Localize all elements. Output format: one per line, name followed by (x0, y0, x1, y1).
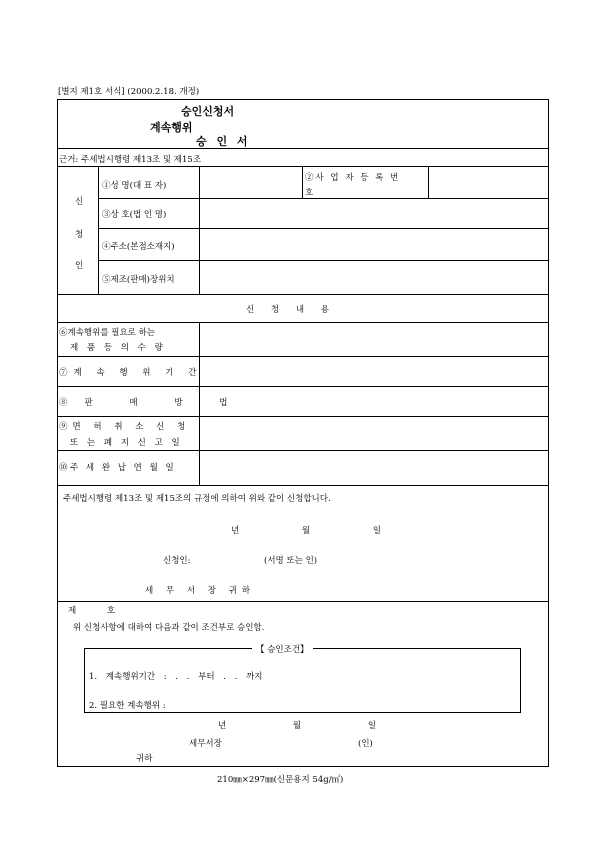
seal-mark: (인) (358, 739, 373, 749)
name-label: ①성 명(대 표 자) (102, 181, 167, 191)
legal-basis: 근거: 주세법시행령 제13조 및 제15조 (59, 155, 202, 165)
paper-spec: 210㎜×297㎜(신문용지 54g/㎡) (217, 775, 344, 785)
biz-no-label: ②사 업 자 등 록 번 (305, 173, 401, 183)
rule (57, 166, 549, 167)
declaration-text: 주세법시행령 제13조 및 제15조의 규정에 의하여 위와 같이 신청합니다. (63, 494, 331, 504)
applicant-sign-label: 신청인: (163, 556, 191, 566)
rule (57, 485, 549, 486)
rule (57, 148, 549, 149)
row10-label: ⑩주 세 완 납 연 월 일 (59, 463, 177, 473)
rule (98, 198, 549, 199)
row8-label: ⑧판 매 방 법 (59, 398, 245, 408)
applicant-label-3: 인 (75, 261, 84, 271)
title-line-3: 승 인 서 (196, 135, 251, 148)
conditions-title: 【 승인조건】 (252, 643, 313, 655)
applicant-label-2: 청 (75, 230, 84, 240)
title-line-1: 승인신청서 (181, 105, 235, 118)
rule (57, 356, 549, 357)
rule (57, 386, 549, 387)
factory-label: ⑤제조(판매)장위치 (102, 275, 175, 285)
rule (98, 166, 99, 294)
rule (98, 260, 549, 261)
rule (199, 166, 200, 294)
addressee: 귀하 (136, 754, 153, 764)
rule (57, 416, 549, 417)
rule (302, 166, 303, 198)
section-title-request: 신 청 내 용 (246, 305, 336, 315)
company-label: ③상 호(법 인 명) (102, 210, 167, 220)
form-number: [별지 제1호 서식] (2000.2.18. 개정) (58, 87, 200, 97)
row9-label: ⑨면 허 취 소 신 청 (59, 422, 191, 432)
row6-label: ⑥계속행위를 필요로 하는 (59, 328, 156, 338)
rule (98, 228, 549, 229)
row7-label: ⑦계 속 행 위 기 간 (59, 368, 203, 378)
address-label: ④주소(본점소재지) (102, 242, 175, 252)
rule (57, 322, 549, 323)
approval-date: 년 월 일 (218, 721, 409, 731)
approval-statement: 위 신청사항에 대하여 다음과 같이 조건부로 승인함. (73, 623, 265, 633)
applicant-label-1: 신 (75, 197, 84, 207)
biz-no-label-cont: 호 (305, 188, 314, 198)
recipient: 세 무 서 장 귀하 (145, 586, 256, 596)
condition-1: 1. 계속행위기간 : . . 부터 . . 까지 (89, 672, 263, 682)
approval-number: 제 호 (68, 606, 130, 616)
condition-2: 2. 필요한 계속행위 : (89, 701, 166, 711)
row6-label-cont: 제 품 등 의 수 량 (70, 343, 166, 353)
rule (57, 601, 549, 602)
tax-office-chief: 세무서장 (189, 739, 222, 749)
rule (428, 166, 429, 198)
row9-label-cont: 또 는 폐 지 신 고 일 (70, 438, 183, 448)
rule (57, 294, 549, 295)
declaration-date: 년 월 일 (231, 526, 412, 536)
sign-note: (서명 또는 인) (264, 556, 318, 566)
rule (57, 450, 549, 451)
title-line-2: 계속행위 (150, 121, 193, 134)
